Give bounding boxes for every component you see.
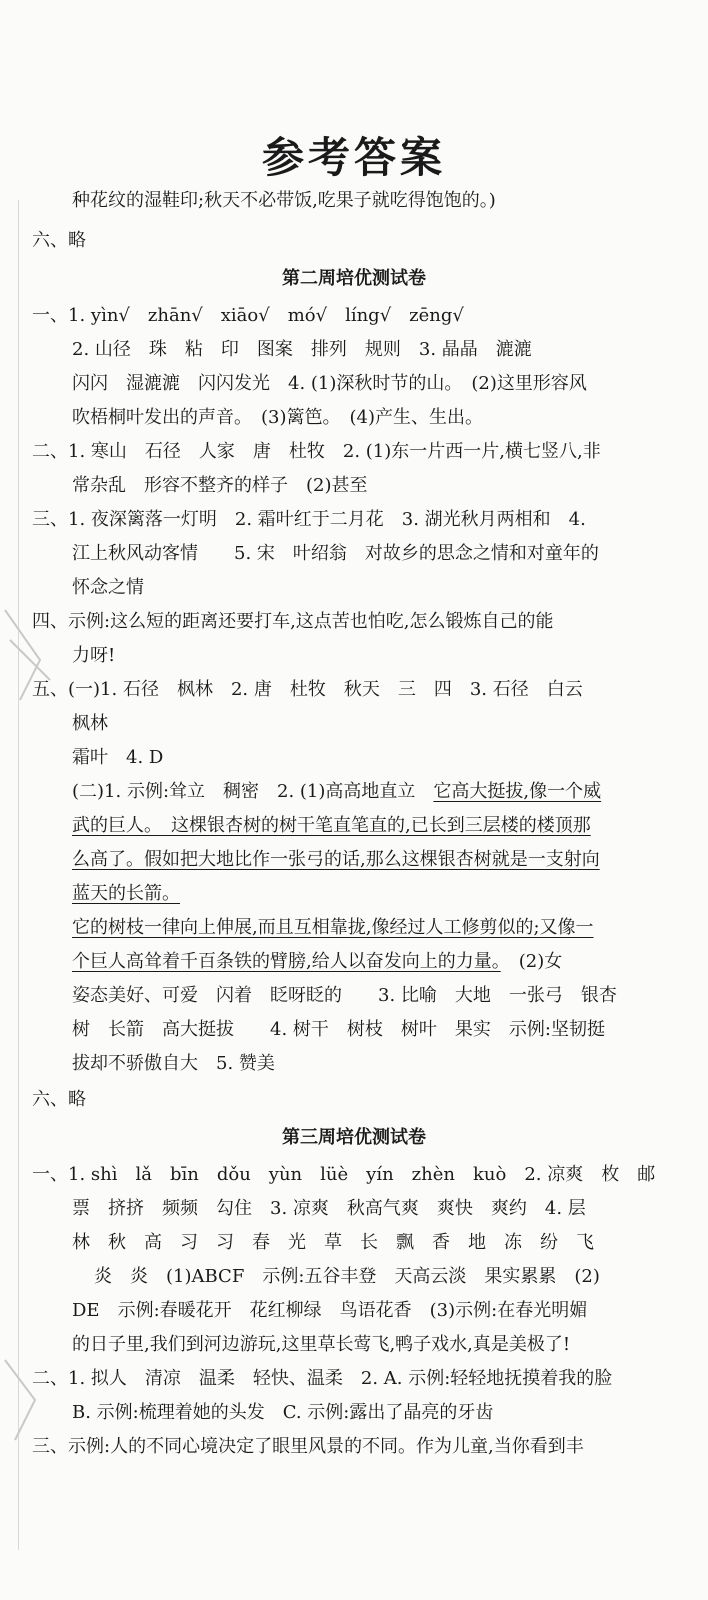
- answer-line: [72, 949, 562, 975]
- answer-line: 霜叶 4. D: [72, 747, 164, 768]
- answer-line: [72, 813, 591, 839]
- underlined-answer: 个巨人高耸着千百条铁的臂膀,给人以奋发向上的力量。: [72, 951, 501, 972]
- answer-line: [72, 779, 601, 805]
- underlined-answer: 么高了。假如把大地比作一张弓的话,那么这棵银杏树就是一支射向: [72, 849, 600, 870]
- answer-line: 六、略: [32, 230, 86, 251]
- answer-line: 一、1. shì lǎ bīn dǒu yùn lüè yín zhèn kuò 2. 凉爽 枚 邮: [32, 1164, 656, 1185]
- answer-text: (二)1. 示例:耸立 稠密 2. (1)高高地直立: [72, 781, 434, 802]
- underlined-answer: 这棵银杏树的树干笔直笔直的,已长到三层楼的楼顶那: [171, 815, 591, 836]
- answer-line: 五、(一)1. 石径 枫林 2. 唐 杜牧 秋天 三 四 3. 石径 白云: [32, 679, 583, 700]
- answer-line: 拔却不骄傲自大 5. 赞美: [72, 1053, 275, 1074]
- underlined-answer: 它高大挺拔,像一个威: [433, 781, 602, 802]
- answer-line: 四、示例:这么短的距离还要打车,这点苦也怕吃,怎么锻炼自己的能: [32, 611, 554, 632]
- margin-rule: [18, 200, 19, 1550]
- answer-line: 二、1. 寒山 石径 人家 唐 杜牧 2. (1)东一片西一片,横七竖八,非: [32, 441, 601, 462]
- answer-line: 怀念之情: [72, 577, 144, 598]
- answer-line: 树 长箭 高大挺拔 4. 树干 树枝 树叶 果实 示例:坚韧挺: [72, 1019, 605, 1040]
- answer-line: 2. 山径 珠 粘 印 图案 排列 规则 3. 晶晶 漉漉: [72, 339, 532, 360]
- answer-text: (2)女: [500, 951, 563, 972]
- answer-line: 一、1. yìn√ zhān√ xiāo√ mó√ líng√ zēng√: [32, 305, 464, 326]
- answer-line: 二、1. 拟人 清凉 温柔 轻快、温柔 2. A. 示例:轻轻地抚摸着我的脸: [32, 1368, 613, 1389]
- answer-line: 的日子里,我们到河边游玩,这里草长莺飞,鸭子戏水,真是美极了!: [72, 1334, 571, 1355]
- section-title: 第二周培优测试卷: [282, 268, 426, 289]
- answer-line: 常杂乱 形容不整齐的样子 (2)甚至: [72, 475, 368, 496]
- underlined-answer: 蓝天的长箭。: [72, 883, 180, 904]
- answer-line: 力呀!: [72, 645, 116, 666]
- answer-line: 姿态美好、可爱 闪着 眨呀眨的 3. 比喻 大地 一张弓 银杏: [72, 985, 617, 1006]
- answer-line: 炎 炎 (1)ABCF 示例:五谷丰登 天高云淡 果实累累 (2): [94, 1266, 600, 1287]
- answer-line: 票 挤挤 频频 勾住 3. 凉爽 秋高气爽 爽快 爽约 4. 层: [72, 1198, 586, 1219]
- page-title: 参考答案: [261, 133, 446, 182]
- answer-line: 三、示例:人的不同心境决定了眼里风景的不同。作为儿童,当你看到丰: [32, 1436, 584, 1457]
- answer-line: DE 示例:春暖花开 花红柳绿 鸟语花香 (3)示例:在春光明媚: [72, 1300, 588, 1321]
- answer-line: 枫林: [72, 713, 108, 734]
- answer-line: 江上秋风动客情 5. 宋 叶绍翁 对故乡的思念之情和对童年的: [72, 543, 599, 564]
- section-title: 第三周培优测试卷: [282, 1127, 426, 1148]
- answer-line: 林 秋 高 习 习 春 光 草 长 飘 香 地 冻 纷 飞: [72, 1232, 594, 1253]
- underlined-answer: 武的巨人。: [72, 815, 171, 836]
- answer-line: B. 示例:梳理着她的头发 C. 示例:露出了晶亮的牙齿: [72, 1402, 494, 1423]
- answer-line: 六、略: [32, 1089, 86, 1110]
- answer-line: 闪闪 湿漉漉 闪闪发光 4. (1)深秋时节的山。 (2)这里形容风: [72, 373, 587, 394]
- underlined-answer: 它的树枝一律向上伸展,而且互相靠拢,像经过人工修剪似的;又像一: [72, 917, 594, 938]
- answer-line: 吹梧桐叶发出的声音。 (3)篱笆。 (4)产生、生出。: [72, 407, 483, 428]
- answer-line: 种花纹的湿鞋印;秋天不必带饭,吃果子就吃得饱饱的。): [72, 190, 496, 211]
- answer-line: 三、1. 夜深篱落一灯明 2. 霜叶红于二月花 3. 湖光秋月两相和 4.: [32, 509, 586, 530]
